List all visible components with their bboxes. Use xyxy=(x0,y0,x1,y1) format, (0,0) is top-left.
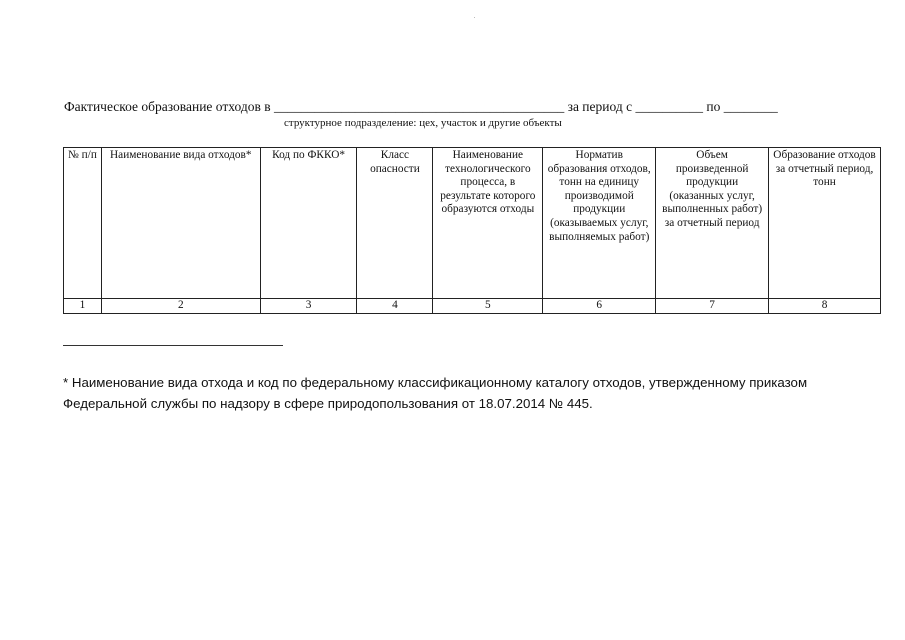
subdivision-hint: структурное подразделение: цех, участок и другие объекты xyxy=(284,117,562,129)
subdivision-blank: ___________________________________________ xyxy=(273,99,565,114)
period-to-blank: ________ xyxy=(723,99,778,114)
column-number: 1 xyxy=(64,299,102,314)
column-number: 2 xyxy=(101,299,260,314)
scan-speck xyxy=(474,17,475,18)
footnote-text: * Наименование вида отхода и код по федеральному классификационному каталогу отходов, утвержденному приказом Федеральной службы по надзору в сфере природопользования от 18.07.2014 № 445. xyxy=(63,375,808,411)
header-cell-waste-name: Наименование вида отходов* xyxy=(101,148,260,299)
column-number: 3 xyxy=(260,299,357,314)
table-number-row xyxy=(64,299,881,314)
period-from-blank: __________ xyxy=(635,99,703,114)
header-cell-number: № п/п xyxy=(64,148,102,299)
header-cell-waste-generated: Образование отходов за отчетный период, тонн xyxy=(769,148,881,299)
column-number: 7 xyxy=(656,299,769,314)
header-cell-process-name: Наименование технологического процесса, в результате которого образуются отходы xyxy=(433,148,543,299)
header-cell-fkko-code: Код по ФККО* xyxy=(260,148,357,299)
column-number: 6 xyxy=(543,299,656,314)
period-to-label: по xyxy=(706,99,721,114)
form-heading xyxy=(64,99,778,115)
column-number: 4 xyxy=(357,299,433,314)
column-number: 8 xyxy=(769,299,881,314)
column-number: 5 xyxy=(433,299,543,314)
period-from-label: за период с xyxy=(567,99,633,114)
heading-prefix: Фактическое образование отходов в xyxy=(64,99,271,114)
header-cell-hazard-class: Класс опасности xyxy=(357,148,433,299)
table-header-row xyxy=(64,148,881,299)
header-cell-norm: Норматив образования отходов, тонн на единицу производимой продукции (оказываемых услуг, выполняемых работ) xyxy=(543,148,656,299)
footnote-divider xyxy=(63,345,283,346)
waste-table xyxy=(63,147,881,314)
header-cell-volume: Объем произведенной продукции (оказанных услуг, выполненных работ) за отчетный период xyxy=(656,148,769,299)
